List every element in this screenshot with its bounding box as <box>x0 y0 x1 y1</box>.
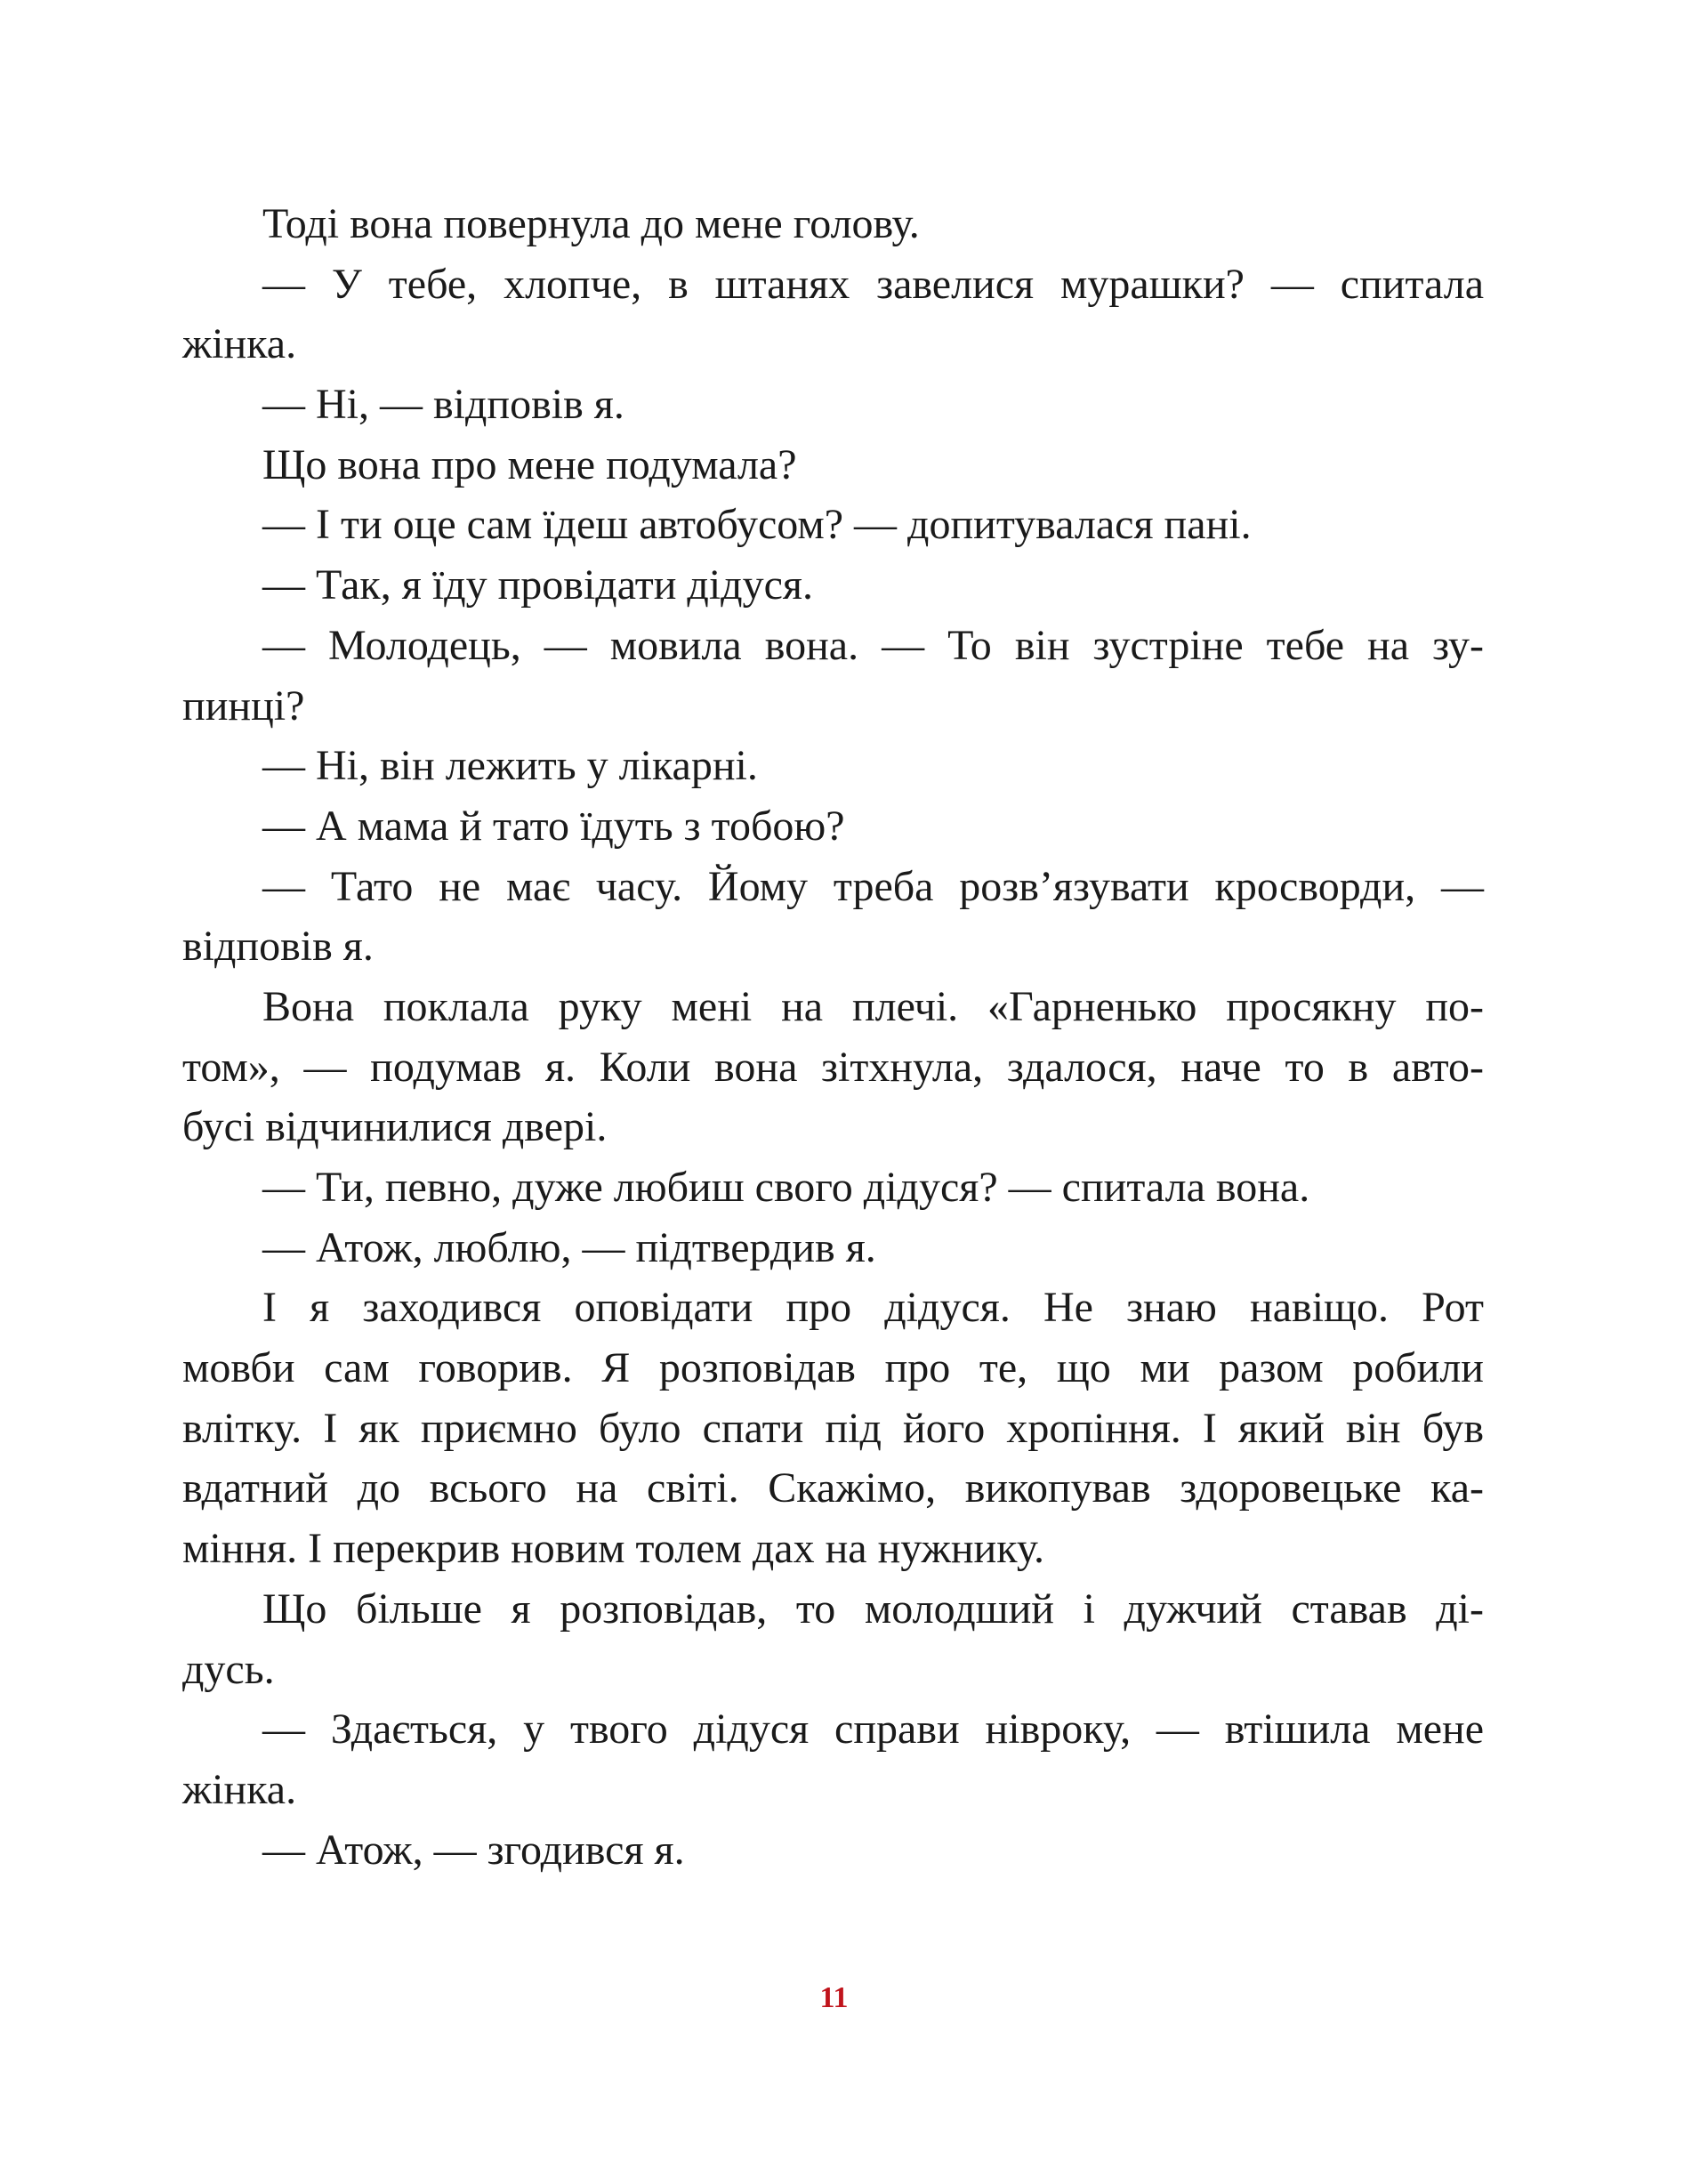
text-line: — Ні, — відповів я. <box>262 381 624 429</box>
text-line: відповів я. <box>182 923 374 971</box>
text-line: — Молодець, — мовила вона. — То він зустріне тебе на зу- <box>262 621 1484 669</box>
text-line: — Здається, у твого дідуся справи нівроку, — втішила мене <box>262 1705 1484 1754</box>
text-line: міння. І перекрив новим толем дах на нужнику. <box>182 1525 1045 1573</box>
text-line: — Ти, певно, дуже любиш свого дідуся? — спитала вона. <box>262 1164 1310 1211</box>
text-line: вдатний до всього на світі. Скажімо, викопував здоровецьке ка- <box>182 1464 1484 1512</box>
text-line: Вона поклала руку мені на плечі. «Гарненько просякну по- <box>262 982 1484 1030</box>
text-line: жінка. <box>182 320 297 368</box>
text-line: жінка. <box>182 1765 297 1813</box>
text-line: — Атож, — згодився я. <box>262 1826 685 1874</box>
text-line: бусі відчинилися двері. <box>182 1103 608 1151</box>
text-line: Що більше я розповідав, то молодший і дужчий ставав ді- <box>262 1584 1484 1633</box>
text-line: — У тебе, хлопче, в штанях завелися мурашки? — спитала <box>262 260 1484 308</box>
text-line: том», — подумав я. Коли вона зітхнула, здалося, наче то в авто- <box>182 1043 1484 1091</box>
text-line: — А мама й тато їдуть з тобою? <box>262 802 845 850</box>
text-line: І я заходився оповідати про дідуся. Не знаю навіщо. Рот <box>262 1284 1484 1332</box>
text-line: — Атож, люблю, — підтвердив я. <box>262 1223 876 1271</box>
text-line: — Так, я їду провідати дідуся. <box>262 561 813 609</box>
text-line: мовби сам говорив. Я розповідав про те, що ми разом робили <box>182 1344 1484 1392</box>
text-line: влітку. І як приємно було спати під його хропіння. І який він був <box>182 1404 1484 1452</box>
text-line: — Ні, він лежить у лікарні. <box>262 742 758 790</box>
text-line: Тоді вона повернула до мене голову. <box>262 200 920 247</box>
page-number: 11 <box>819 1981 849 2014</box>
text-line: — І ти оце сам їдеш автобусом? — допитувалася пані. <box>262 501 1252 549</box>
text-line: — Тато не має часу. Йому треба розв’язувати кросворди, — <box>262 862 1484 910</box>
text-line: дусь. <box>182 1645 275 1693</box>
text-line: Що вона про мене подумала? <box>262 440 797 488</box>
body-text <box>182 194 1484 1880</box>
text-line: пинці? <box>182 681 305 730</box>
